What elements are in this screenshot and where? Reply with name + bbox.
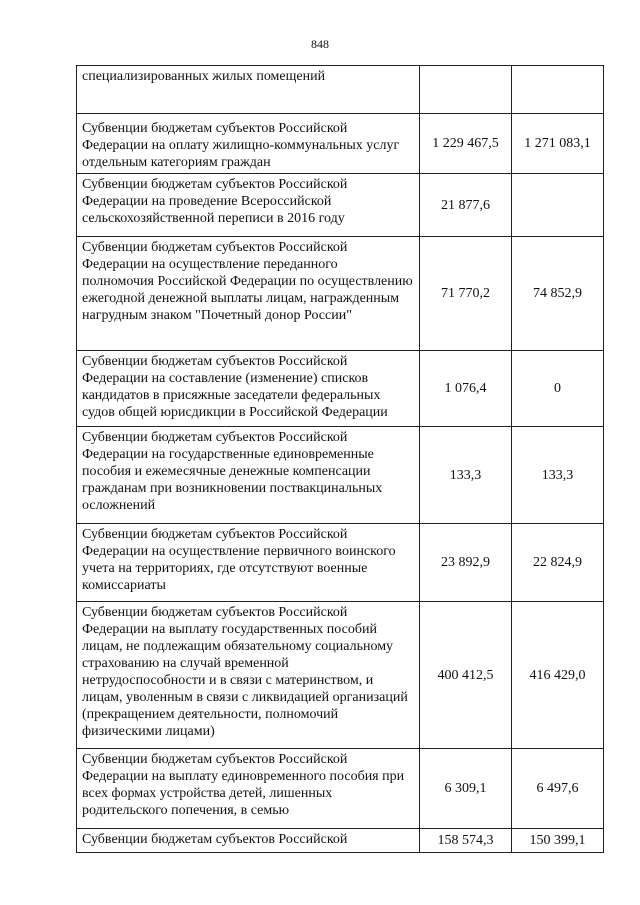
budget-table: [76, 65, 604, 853]
row-description: Субвенции бюджетам субъектов Российской Федерации на государственные единовременные пособия и ежемесячные денежные компенсации гражданам при возникновении поствакцинальных осложнений: [77, 427, 420, 524]
table-row: [77, 749, 604, 829]
table-row: [77, 114, 604, 174]
row-value-year-2: 6 497,6: [512, 749, 604, 829]
row-description: Субвенции бюджетам субъектов Российской Федерации на выплату государственных пособий лицам, не подлежащим обязательному социальному страхованию на случай временной нетрудоспособности и в связи с материнством, и лицам, уволенным в связи с ликвидацией организаций (прекращением деятельности, полномочий физическими лицами): [77, 602, 420, 749]
table-row: [77, 602, 604, 749]
row-value-year-1: 158 574,3: [420, 829, 512, 853]
table-row: [77, 524, 604, 602]
table-row: [77, 829, 604, 853]
row-description: Субвенции бюджетам субъектов Российской Федерации на осуществление первичного воинского учета на территориях, где отсутствуют военные комиссариаты: [77, 524, 420, 602]
row-value-year-1: 71 770,2: [420, 237, 512, 351]
row-value-year-2: 22 824,9: [512, 524, 604, 602]
row-description: Субвенции бюджетам субъектов Российской Федерации на составление (изменение) списков кандидатов в присяжные заседатели федеральных судов общей юрисдикции в Российской Федерации: [77, 351, 420, 427]
row-value-year-1: 23 892,9: [420, 524, 512, 602]
row-value-year-2: 416 429,0: [512, 602, 604, 749]
row-value-year-2: [512, 174, 604, 237]
row-description: Субвенции бюджетам субъектов Российской: [77, 829, 420, 853]
row-value-year-2: 74 852,9: [512, 237, 604, 351]
row-value-year-1: 1 229 467,5: [420, 114, 512, 174]
table-row: [77, 351, 604, 427]
row-value-year-2: 150 399,1: [512, 829, 604, 853]
row-description: Субвенции бюджетам субъектов Российской Федерации на выплату единовременного пособия при всех формах устройства детей, лишенных родительского попечения, в семью: [77, 749, 420, 829]
row-value-year-1: 21 877,6: [420, 174, 512, 237]
row-description: Субвенции бюджетам субъектов Российской Федерации на проведение Всероссийской сельскохозяйственной переписи в 2016 году: [77, 174, 420, 237]
row-value-year-2: 133,3: [512, 427, 604, 524]
table-row: [77, 174, 604, 237]
row-value-year-1: 400 412,5: [420, 602, 512, 749]
page-number: 848: [311, 37, 329, 51]
table-row: [77, 66, 604, 114]
row-value-year-2: 0: [512, 351, 604, 427]
row-description: Субвенции бюджетам субъектов Российской Федерации на осуществление переданного полномочия Российской Федерации по осуществлению ежегодной денежной выплаты лицам, награжденным нагрудным знаком "Почетный донор России": [77, 237, 420, 351]
row-value-year-2: 1 271 083,1: [512, 114, 604, 174]
row-value-year-1: [420, 66, 512, 114]
row-value-year-1: 133,3: [420, 427, 512, 524]
table-row: [77, 237, 604, 351]
row-description: Субвенции бюджетам субъектов Российской Федерации на оплату жилищно-коммунальных услуг отдельным категориям граждан: [77, 114, 420, 174]
table-row: [77, 427, 604, 524]
row-value-year-2: [512, 66, 604, 114]
row-value-year-1: 6 309,1: [420, 749, 512, 829]
row-value-year-1: 1 076,4: [420, 351, 512, 427]
row-description: специализированных жилых помещений: [77, 66, 420, 114]
